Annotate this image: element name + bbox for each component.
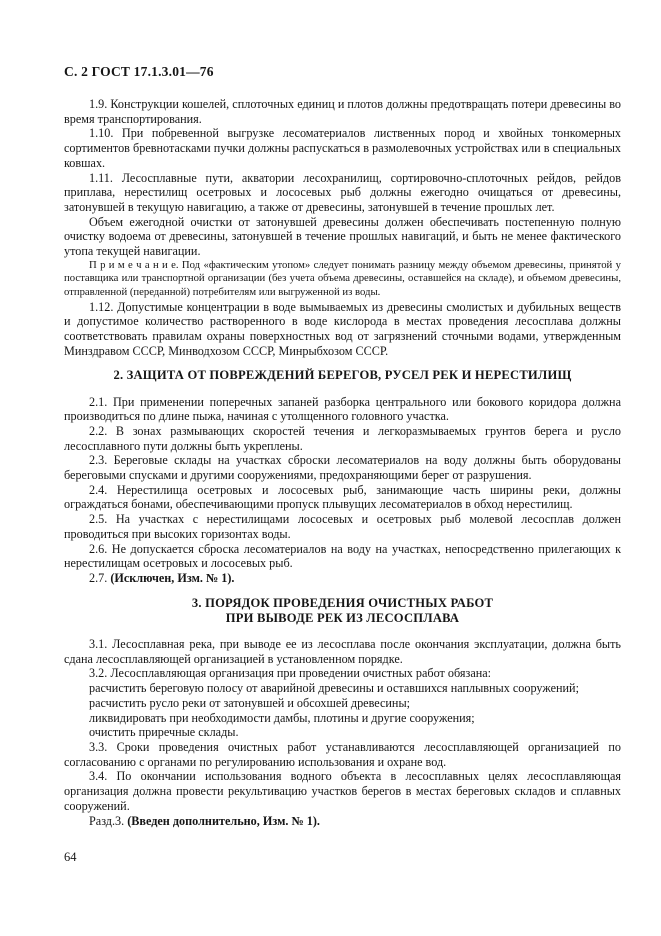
clause-3-2-item-1: расчистить береговую полосу от аварийной древесины и оставшихся наплывных сооружений; [89,681,579,696]
heading-line: 2. ЗАЩИТА ОТ ПОВРЕЖДЕНИЙ БЕРЕГОВ, РУСЕЛ РЕК И НЕРЕСТИЛИЩ [113,368,572,383]
clause-2-7 [64,571,621,586]
clause-number: 2.7. [89,570,111,585]
clause-1-9: 1.9. Конструкции кошелей, сплоточных единиц и плотов должны предотвращать потери древесины во время транспортирования. [64,97,621,126]
clause-3-4: 3.4. По окончании использования водного объекта в лесосплавных целях лесосплавляющая организация должна провести рекультивацию участков берегов в местах береговых складов и сплавных сооружений. [64,769,621,813]
section-2-heading [64,368,621,383]
clause-2-3: 2.3. Береговые склады на участках сброски лесоматериалов на воду должны быть оборудованы береговыми спусками и другими сооружениями, предохраняющими берег от разрушения. [64,453,621,483]
amendment-text: (Введен дополнительно, Изм. № 1). [127,813,320,828]
clause-3-3: 3.3. Сроки проведения очистных работ устанавливаются лесосплавляющей организацией по согласованию с органами по регулированию использования и охране вод. [64,740,621,769]
page-number: 64 [64,850,77,864]
clause-1-12: 1.12. Допустимые концентрации в воде вымываемых из древесины смолистых и дубильных веществ и допустимое количество растворенного в воде кислорода в местах проведения лесосплава должны соответствовать правилам охраны поверхностных вод от загрязнений сточными водами, утвержденным Минздравом СССР, Минводхозом СССР, Минрыбхозом СССР. [64,299,621,358]
clause-2-4: 2.4. Нерестилища осетровых и лососевых рыб, занимающие часть ширины реки, должны ограждаться бонами, обеспечивающими пропуск плывущих лесоматериалов в обход нерестилищ. [64,482,621,512]
clause-2-6: 2.6. Не допускается сброска лесоматериалов на воду на участках, непосредственно прилегающих к нерестилищам осетровых и лососевых рыб. [64,541,621,571]
page-header: С. 2 ГОСТ 17.1.3.01—76 [64,64,214,79]
clause-3-1: 3.1. Лесосплавная река, при выводе ее из лесосплава после окончания эксплуатации, должна быть сдана лесосплавляющей организацией в установленном порядке. [64,637,621,666]
heading-line: 3. ПОРЯДОК ПРОВЕДЕНИЯ ОЧИСТНЫХ РАБОТ [191,595,494,610]
document-content [64,64,621,828]
clause-2-1: 2.1. При применении поперечных запаней разборка центрального или бокового коридора должна производиться по длине пыжа, начиная с утолщенного головного участка. [64,394,621,424]
clause-3-2-item-4: очистить приречные склады. [89,725,239,740]
clause-1-11: 1.11. Лесосплавные пути, акватории лесохранилищ, сортировочно-сплоточных рейдов, рейдов приплава, нерестилищ осетровых и лососевых рыб должны ежегодно очищаться от древесины, затонувшей в текущую навигацию, а также от древесины, затонувшей в течение прошлых лет. [64,170,621,214]
clause-2-5: 2.5. На участках с нерестилищами лососевых и осетровых рыб молевой лесосплав должен проводиться при высоких горизонтах воды. [64,512,621,541]
note-fakticheskiy-utop: П р и м е ч а н и е. Под «фактическим утопом» следует понимать разницу между объемом древесины, принятой у поставщика или транспортной организации (без учета объема древесины, оставшейся на складе), и объемом древесины, отправленной (переданной) потребителям или выгруженной из воды. [64,258,621,298]
clause-3-2-item-3: ликвидировать при необходимости дамбы, плотины и другие сооружения; [89,710,475,725]
document-body [64,97,621,828]
amendment-text: (Исключен, Изм. № 1). [110,570,235,585]
heading-line: ПРИ ВЫВОДЕ РЕК ИЗ ЛЕСОСПЛАВА [225,610,460,625]
clause-2-2: 2.2. В зонах размывающих скоростей течения и легкоразмываемых грунтов берега и русло лесосплавного пути должны быть укреплены. [64,423,621,453]
clause-number: Разд.3. [89,813,128,828]
clause-1-10: 1.10. При побревенной выгрузке лесоматериалов лиственных пород и хвойных тонкомерных сортиментов бревнотасками пучки должны распускаться в размолевочных устройствах или в специальных ковшах. [64,126,621,170]
clause-razd-3 [64,814,621,829]
section-3-heading [64,596,621,626]
clause-1-11-para-2: Объем ежегодной очистки от затонувшей древесины должен обеспечивать постепенную полную очистку водоема от древесины, затонувшей в течение прошлых навигаций, и быть не менее фактического утопа текущей навигации. [64,214,621,259]
clause-3-2: 3.2. Лесосплавляющая организация при проведении очистных работ обязана: [89,666,492,681]
clause-3-2-item-2: расчистить русло реки от затонувшей и обсохшей древесины; [89,695,411,710]
